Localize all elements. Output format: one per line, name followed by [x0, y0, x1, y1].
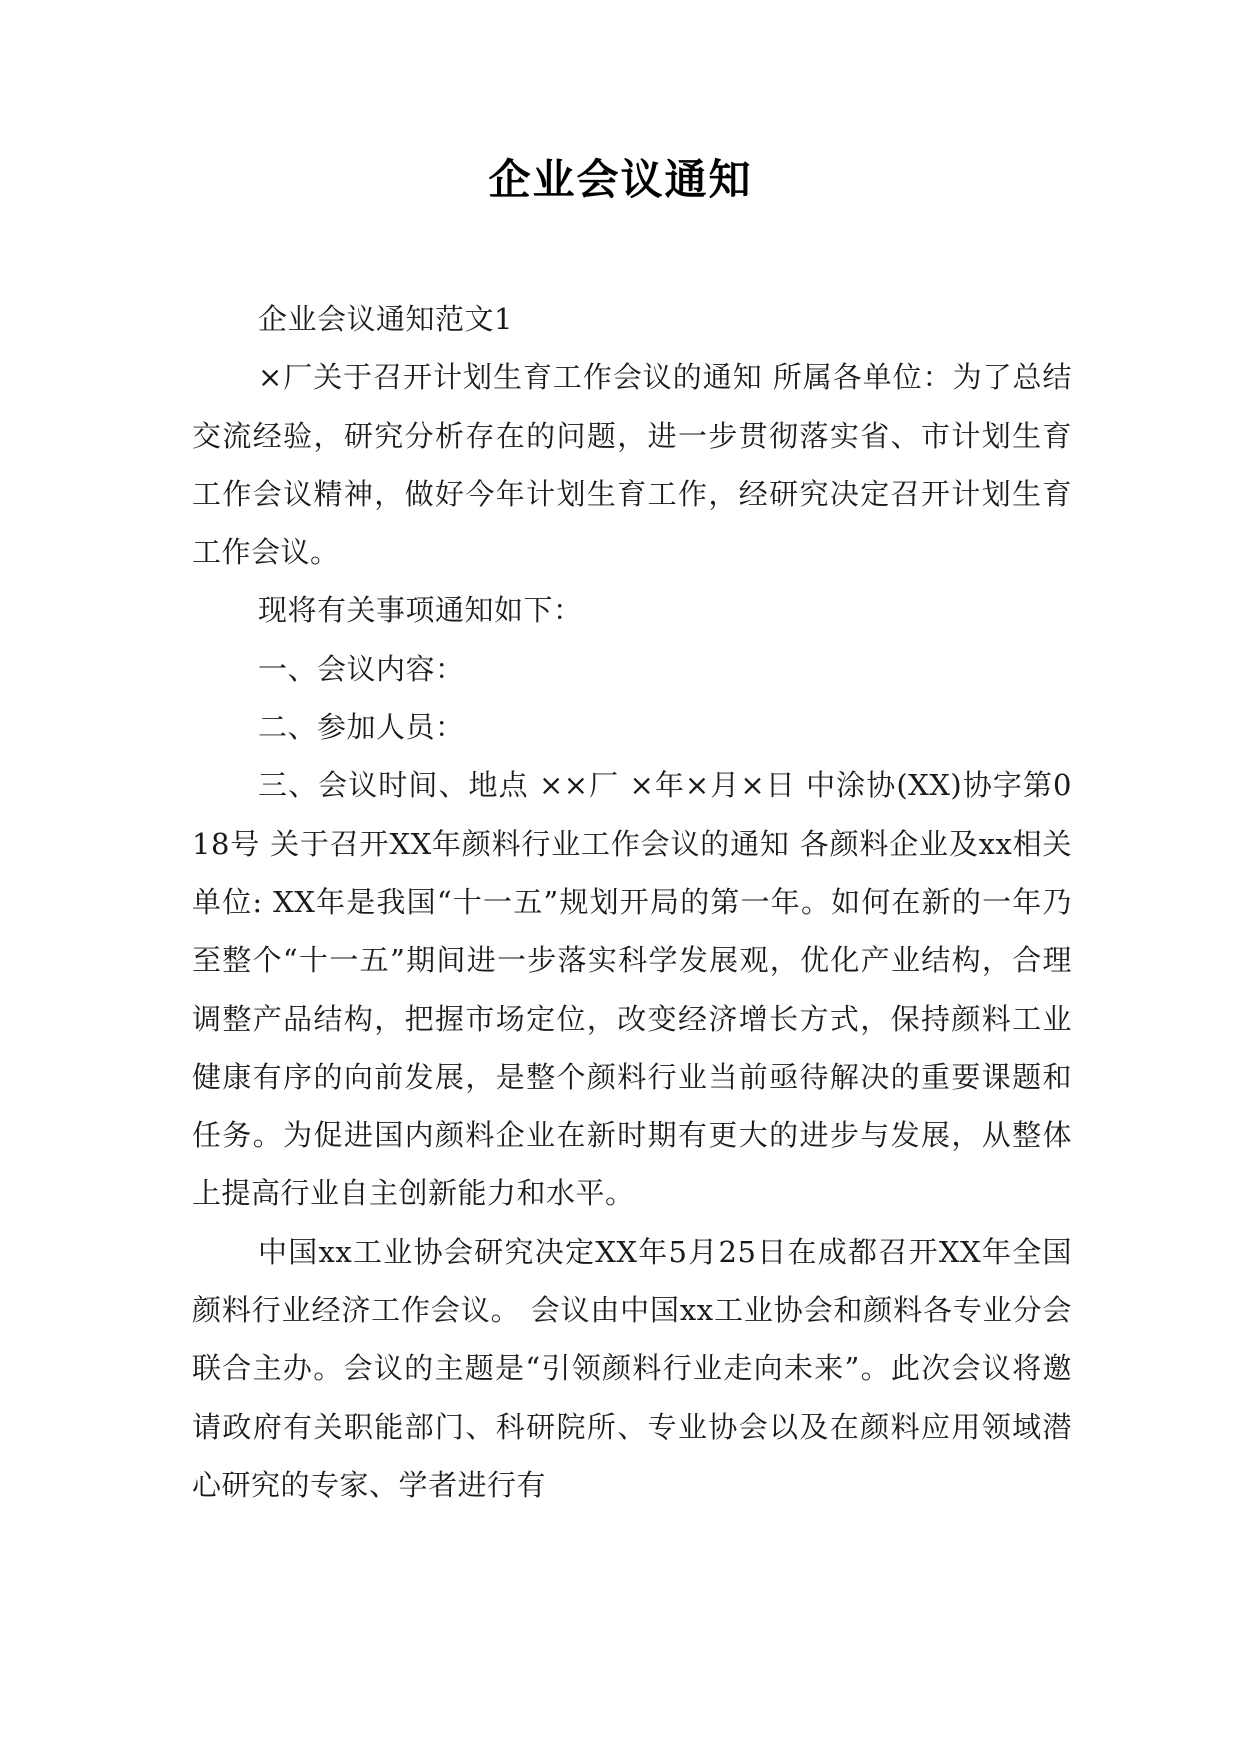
paragraph-item-content: 一、会议内容：: [258, 651, 465, 686]
paragraph-item-time-place: 三、会议时间、地点 ××厂 ×年×月×日 中涂协(XX)协字第018号 关于召开XX年颜料行业工作会议的通知 各颜料企业及xx相关单位: XX年是我国“十一五”规划开局的第一年。如何在新的一年乃至整个“十一五”期间进一步落实科学发展观，优化产业结构，合理调整产品结构，把握市场定位，改变经济增长方式，保持颜料工业健康有序的向前发展，是整个颜料行业当前亟待解决的重要课题和任务。为促进国内颜料企业在新时期有更大的进步与发展，从整体上提高行业自主创新能力和水平。: [192, 768, 1072, 1211]
paragraph-heading-sample: 企业会议通知范文1: [258, 302, 513, 336]
paragraph-item-attendees: 二、参加人员：: [258, 710, 465, 745]
paragraph-association-decision: 中国xx工业协会研究决定XX年5月25日在成都召开XX年全国颜料行业经济工作会议。 会议由中国xx工业协会和颜料各专业分会联合主办。会议的主题是“引领颜料行业走向未来”。此次会议将邀请政府有关职能部门、科研院所、专业协会以及在颜料应用领域潜心研究的专家、学者进行有: [192, 1234, 1072, 1502]
document-title: 企业会议通知: [488, 155, 753, 204]
paragraph-items-lead: 现将有关事项通知如下：: [258, 593, 583, 628]
paragraph-notice-intro: ×厂关于召开计划生育工作会议的通知 所属各单位：为了总结交流经验，研究分析存在的问题，进一步贯彻落实省、市计划生育工作会议精神，做好今年计划生育工作，经研究决定召开计划生育工作会议。: [192, 360, 1072, 570]
document-body: [192, 290, 1072, 1514]
